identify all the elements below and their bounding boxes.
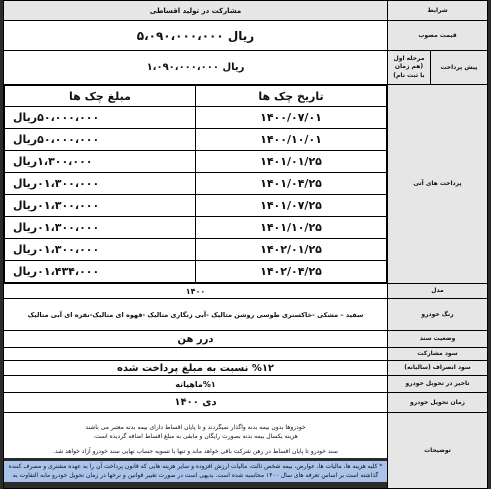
check-row bbox=[5, 173, 387, 195]
notes-label: توضیحات bbox=[388, 413, 488, 489]
check-row bbox=[5, 217, 387, 239]
delivery-label: زمان تحویل خودرو bbox=[388, 393, 488, 413]
col-check-dates: تاریخ چک ها bbox=[196, 86, 387, 107]
checks-table bbox=[4, 85, 387, 283]
future-payments-label: پرداخت های آتی bbox=[388, 85, 488, 284]
notes-line-5: گذاشته است بر اساس تعرفه های سال ۱۴۰۰ محاسبه شده است. بدیهی است در صورت تغییر قوانین و نرخها در زمان تحویل خودرو مابه التفاوت به bbox=[4, 471, 387, 482]
delivery-value: دی ۱۴۰۰ bbox=[4, 393, 388, 413]
plan-title: مشارکت در تولید اقساطی bbox=[4, 1, 388, 21]
price-value: ۵،۰۹۰،۰۰۰،۰۰۰ ریال bbox=[4, 21, 388, 51]
check-amount: ۰۱،۴۳۴،۰۰۰ریال bbox=[5, 261, 196, 283]
check-amount: ۱،۳۰۰،۰۰۰ریال bbox=[5, 151, 196, 173]
check-date: ۱۴۰۱/۰۷/۲۵ bbox=[196, 195, 387, 217]
model-value: ۱۴۰۰ bbox=[4, 284, 388, 299]
check-amount: ۰۱،۳۰۰،۰۰۰ریال bbox=[5, 239, 196, 261]
prepayment-label: پیش پرداخت bbox=[431, 51, 488, 84]
document-value: درر هن bbox=[4, 331, 388, 348]
notes-line-2: هزینه یکسال بیمه بدنه بصورت رایگان و مابقی به مبلغ اقساط اضافه گردیده است. bbox=[93, 432, 298, 440]
partnership-profit-label: سود مشارکت bbox=[388, 348, 488, 361]
price-label: قیمت مصوب bbox=[388, 21, 488, 51]
check-date: ۱۴۰۰/۰۷/۰۱ bbox=[196, 107, 387, 129]
check-row bbox=[5, 129, 387, 151]
partnership-profit-value bbox=[4, 348, 388, 361]
check-date: ۱۴۰۰/۱۰/۰۱ bbox=[196, 129, 387, 151]
notes-line-4: * کلیه هزینه ها، مالیات ها، عوارض، بیمه شخص ثالث، مالیات ارزش افزوده و سایر هزینه هایی که قانون پرداخت آن را به عهده مشتری و مصرف کننده bbox=[4, 461, 387, 471]
installment-profit-value: %۱۲ نسبت به مبلغ پرداخت شده bbox=[4, 361, 388, 376]
document-label: وضعیت سند bbox=[388, 331, 488, 348]
check-row bbox=[5, 261, 387, 283]
notes-line-1: خودروها بدون بیمه بدنه واگذار نمیگردند و تا پایان اقساط دارای بیمه بدنه معتبر می باشند bbox=[85, 423, 306, 431]
color-value: سفید – مشکی -خاکستری طوسی روشن متالیک -آبی زنگاری متالیک -قهوه ای متالیک-نقره ای آبی متالیک bbox=[4, 299, 388, 331]
col-check-amounts: مبلغ چک ها bbox=[5, 86, 196, 107]
prepayment-value: ۱،۰۹۰،۰۰۰،۰۰۰ ریال bbox=[4, 51, 388, 85]
delay-value: %۱ماهیانه bbox=[4, 376, 388, 393]
model-label: مدل bbox=[388, 284, 488, 299]
installment-profit-label: سود انصراف (سالیانه) bbox=[388, 361, 488, 376]
check-date: ۱۴۰۱/۰۱/۲۵ bbox=[196, 151, 387, 173]
prepayment-stage-label: مرحله اول bbox=[393, 54, 425, 62]
check-amount: ۰۱،۳۰۰،۰۰۰ریال bbox=[5, 217, 196, 239]
check-amount: ۰۱،۳۰۰،۰۰۰ریال bbox=[5, 173, 196, 195]
conditions-table bbox=[3, 0, 488, 489]
prepayment-stage-sub: (هم زمان با ثبت نام) bbox=[393, 63, 425, 79]
check-date: ۱۴۰۲/۰۱/۲۵ bbox=[196, 239, 387, 261]
check-date: ۱۴۰۱/۱۰/۲۵ bbox=[196, 217, 387, 239]
color-label: رنگ خودرو bbox=[388, 299, 488, 331]
check-row bbox=[5, 151, 387, 173]
delay-label: تاخیر در تحویل خودرو bbox=[388, 376, 488, 393]
check-row bbox=[5, 107, 387, 129]
sheet bbox=[3, 0, 488, 479]
conditions-header: شرایط bbox=[388, 1, 488, 21]
check-amount: ۵۰،۰۰۰،۰۰۰ریال bbox=[5, 107, 196, 129]
notes-line-3: سند خودرو تا پایان اقساط در رهن شرکت باقی خواهد ماند و تنها با تسویه حساب نهایی سند خودرو آزاد خواهد شد. bbox=[53, 447, 338, 455]
check-amount: ۰۱،۳۰۰،۰۰۰ریال bbox=[5, 195, 196, 217]
check-date: ۱۴۰۲/۰۴/۲۵ bbox=[196, 261, 387, 283]
check-date: ۱۴۰۱/۰۴/۲۵ bbox=[196, 173, 387, 195]
check-amount: ۵۰،۰۰۰،۰۰۰ریال bbox=[5, 129, 196, 151]
check-row bbox=[5, 239, 387, 261]
check-row bbox=[5, 195, 387, 217]
